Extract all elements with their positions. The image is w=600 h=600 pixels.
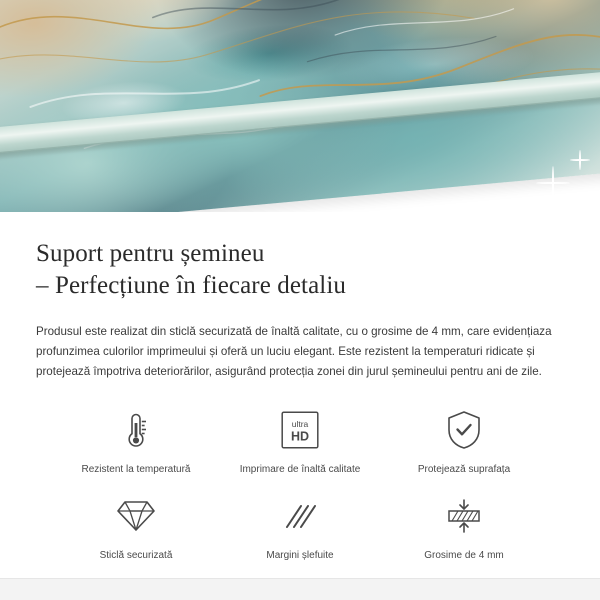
feature-label: Imprimare de înaltă calitate (239, 463, 361, 475)
shield-check-icon (438, 406, 490, 454)
feature-item-thickness (382, 492, 546, 562)
svg-text:ultra: ultra (291, 418, 309, 429)
feature-label: Grosime de 4 mm (424, 549, 504, 561)
feature-item-polished-edges (218, 492, 382, 562)
feature-item-surface-protection (382, 406, 546, 476)
headline-line-2: – Perfecțiune în fiecare detaliu (36, 272, 346, 299)
feature-item-temperature (54, 406, 218, 476)
text-content (0, 212, 600, 562)
headline-line-1: Suport pentru șemineu (36, 240, 265, 267)
feature-grid (36, 406, 564, 562)
description-paragraph: Produsul este realizat din sticlă securizată de înaltă calitate, cu o grosime de 4 mm, care evidențiaza profunzimea culorilor imprimeului și oferă un luciu elegant. Este rezistent la temperaturi ridicate și protejează împotriva deteriorărilor, asigurând protecția zonei din jurul șemineului pentru ani de zile. (36, 325, 552, 378)
feature-label: Protejează suprafața (417, 463, 511, 475)
polished-edges-icon (274, 492, 326, 540)
feature-label: Margini șlefuite (266, 549, 334, 561)
feature-label: Sticlă securizată (99, 549, 173, 561)
feature-item-tempered-glass (54, 492, 218, 562)
hero-image (0, 0, 600, 212)
thermometer-icon (110, 406, 162, 454)
diamond-icon (110, 492, 162, 540)
feature-item-print-quality (218, 406, 382, 476)
ultra-hd-icon (274, 406, 326, 454)
page-title (36, 238, 564, 302)
svg-text:HD: HD (290, 429, 310, 444)
bottom-bar (0, 578, 600, 600)
thickness-4mm-icon (438, 492, 490, 540)
feature-label: Rezistent la temperatură (81, 463, 191, 475)
